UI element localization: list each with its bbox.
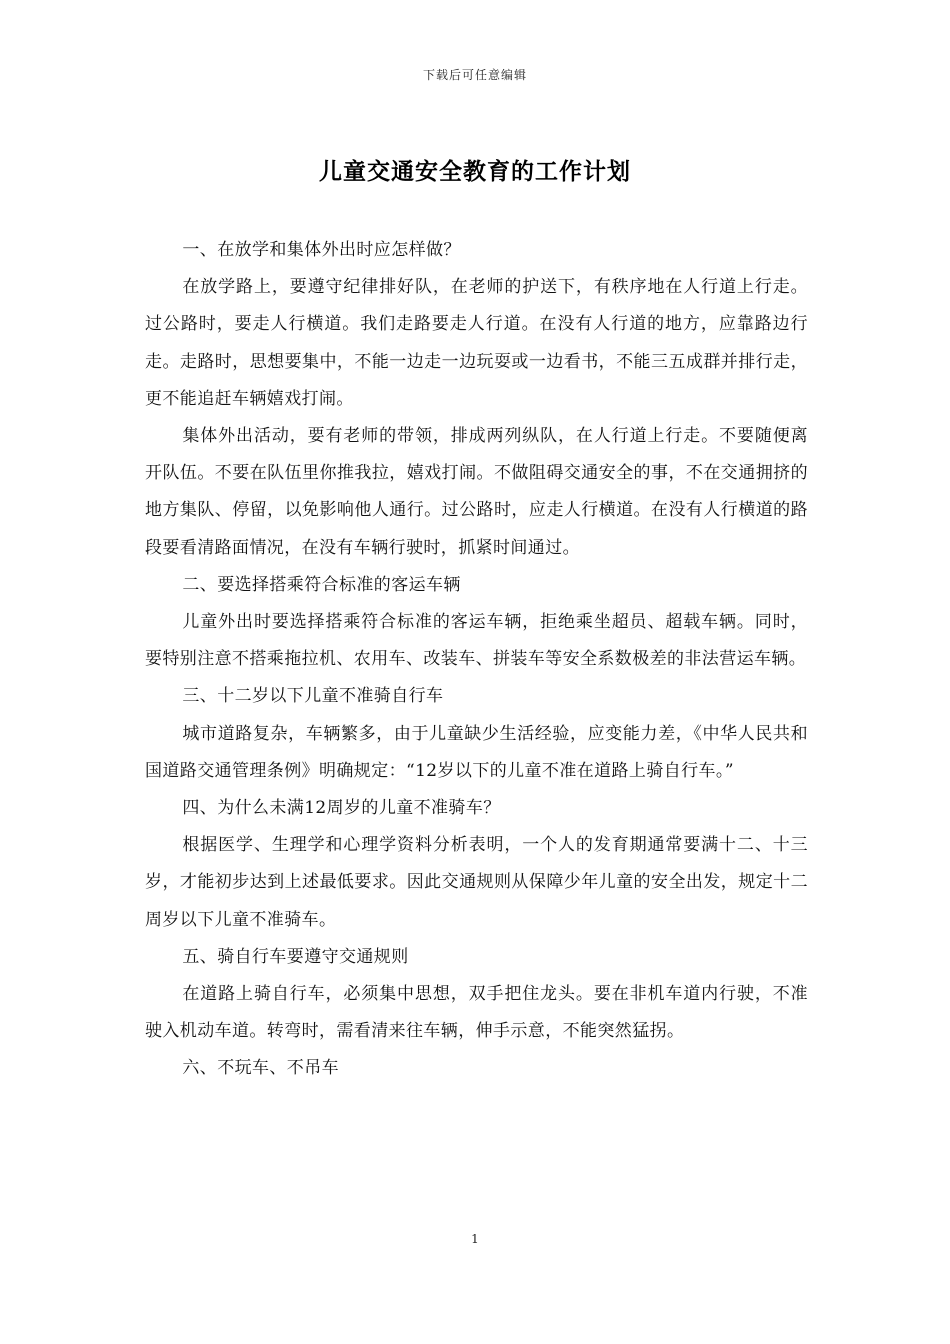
section-heading-2: 二、要选择搭乘符合标准的客运车辆 <box>182 574 461 595</box>
section-heading-3: 三、十二岁以下儿童不准骑自行车 <box>182 686 444 707</box>
section-2-paragraph-1: 儿童外出时要选择搭乘符合标准的客运车辆，拒绝乘坐超员、超载车辆。同时，要特别注意不搭乘拖拉机、农用车、改装车、拼装车等安全系数极差的非法营运车辆。 <box>145 612 808 670</box>
section-1-paragraph-1: 在放学路上，要遵守纪律排好队，在老师的护送下，有秩序地在人行道上行走。过公路时，要走人行横道。我们走路要走人行道。在没有人行道的地方，应靠路边行走。走路时，思想要集中，不能一边走一边玩耍或一边看书，不能三五成群并排行走，更不能追赶车辆嬉戏打闹。 <box>145 277 808 409</box>
document-body <box>145 232 808 1088</box>
section-4-paragraph-1: 根据医学、生理学和心理学资料分析表明，一个人的发育期通常要满十二、十三岁，才能初步达到上述最低要求。因此交通规则从保障少年儿童的安全出发，规定十二周岁以下儿童不准骑车。 <box>145 835 808 930</box>
header-note: 下载后可任意编辑 <box>422 68 527 82</box>
section-3-paragraph-1: 城市道路复杂，车辆繁多，由于儿童缺少生活经验，应变能力差，《中华人民共和国道路交通管理条例》明确规定：“12岁以下的儿童不准在道路上骑自行车。” <box>145 723 808 781</box>
page-number: 1 <box>471 1232 479 1246</box>
document-title: 儿童交通安全教育的工作计划 <box>319 159 631 185</box>
section-1-paragraph-2: 集体外出活动，要有老师的带领，排成两列纵队，在人行道上行走。不要随便离开队伍。不要在队伍里你推我拉，嬉戏打闹。不做阻碍交通安全的事，不在交通拥挤的地方集队、停留，以免影响他人通行。过公路时，应走人行横道。在没有人行横道的路段要看清路面情况，在没有车辆行驶时，抓紧时间通过。 <box>145 426 808 558</box>
section-heading-5: 五、骑自行车要遵守交通规则 <box>182 946 409 967</box>
section-heading-1: 一、在放学和集体外出时应怎样做？ <box>182 240 461 260</box>
section-heading-6: 六、不玩车、不吊车 <box>182 1058 339 1079</box>
section-5-paragraph-1: 在道路上骑自行车，必须集中思想，双手把住龙头。要在非机车道内行驶，不准驶入机动车道。转弯时，需看清来往车辆，伸手示意，不能突然猛拐。 <box>145 984 808 1042</box>
section-heading-4: 四、为什么未满12周岁的儿童不准骑车？ <box>182 798 501 819</box>
